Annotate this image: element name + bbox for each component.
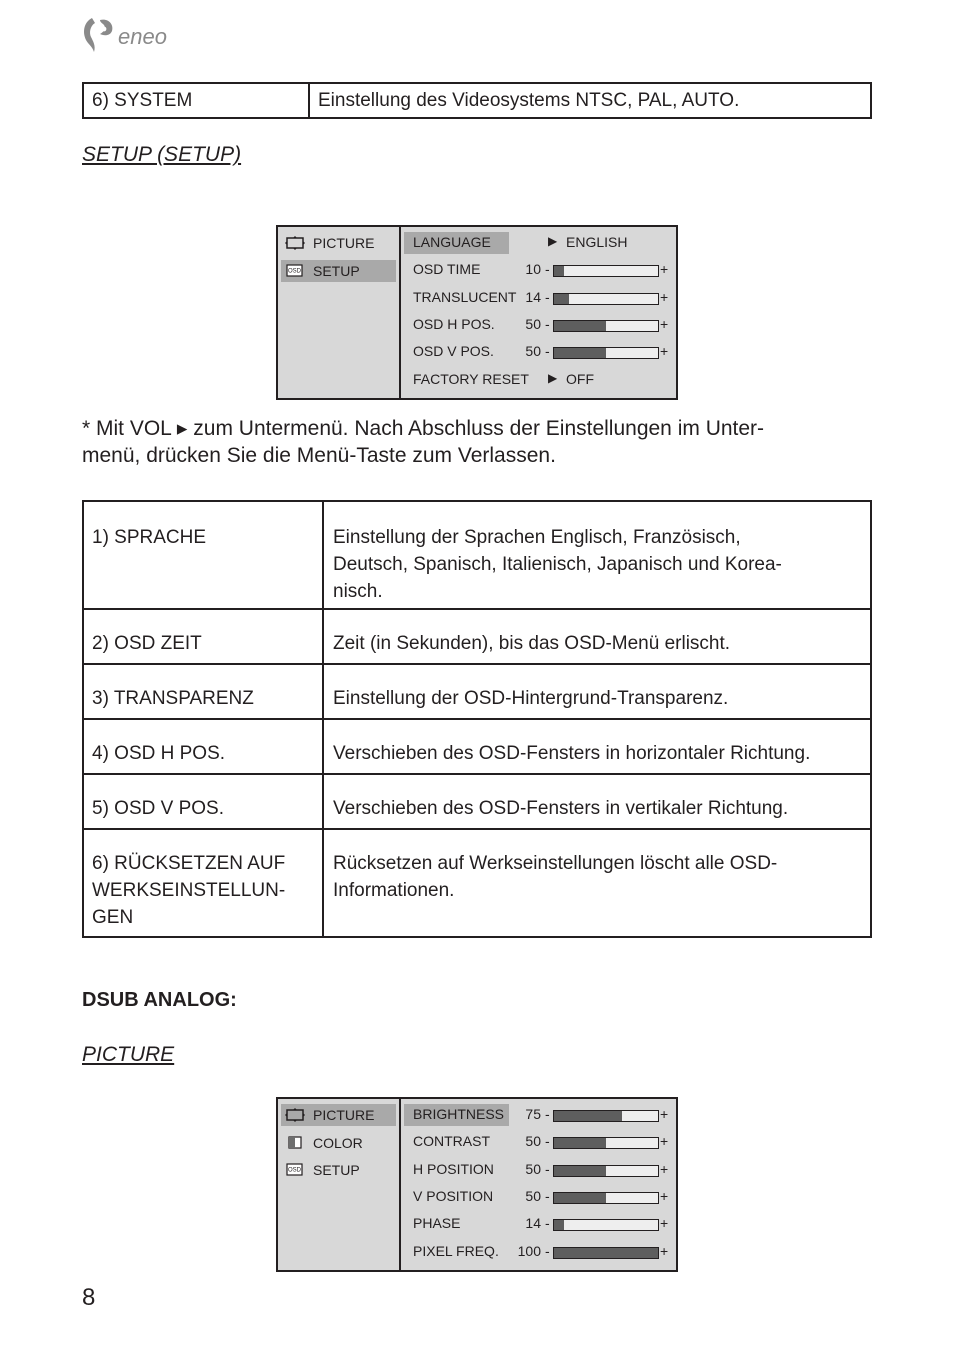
osd-nav-item-color[interactable] xyxy=(281,1132,396,1154)
osd-slider-fill xyxy=(554,1166,606,1176)
osd-row-phase[interactable] xyxy=(401,1212,676,1236)
setting-desc xyxy=(323,829,871,937)
osd-row-label: PHASE xyxy=(413,1215,461,1232)
setting-label xyxy=(83,774,323,829)
osd-slider[interactable] xyxy=(553,293,659,305)
osd-nav xyxy=(278,227,401,398)
setting-desc xyxy=(323,501,871,609)
osd-nav-label: SETUP xyxy=(313,262,360,279)
osd-nav-item-picture[interactable] xyxy=(281,232,396,254)
osd-items xyxy=(401,227,676,398)
osd-row-label: LANGUAGE xyxy=(413,234,491,250)
osd-row-value: 14 xyxy=(525,1215,541,1232)
plus-sign: + xyxy=(660,1242,669,1259)
osd-row-label: PIXEL FREQ. xyxy=(413,1242,499,1259)
minus-sign: - xyxy=(545,1242,550,1259)
setting-label xyxy=(83,829,323,937)
text-line: Verschieben des OSD-Fensters in horizontaler Richtung. xyxy=(333,743,811,764)
table-row xyxy=(83,501,871,609)
text-line: Einstellung der Sprachen Englisch, Französisch, xyxy=(333,527,741,548)
osd-row-contrast[interactable] xyxy=(401,1130,676,1154)
osd-row-label: V POSITION xyxy=(413,1187,494,1204)
setting-label xyxy=(83,664,323,719)
system-label: 6) SYSTEM xyxy=(83,83,309,118)
osd-slider-fill xyxy=(554,266,564,276)
text-line: 2) OSD ZEIT xyxy=(92,633,202,654)
setup-heading: SETUP (SETUP) xyxy=(82,143,242,166)
text-line: Rücksetzen auf Werkseinstellungen löscht alle OSD- xyxy=(333,853,778,874)
osd-row-label: CONTRAST xyxy=(413,1133,490,1150)
minus-sign: - xyxy=(545,1133,550,1150)
osd-slider[interactable] xyxy=(553,1165,659,1177)
text-line: 3) TRANSPARENZ xyxy=(92,688,254,709)
text-line: GEN xyxy=(92,907,134,928)
osd-row-value: 50 xyxy=(525,315,541,332)
system-desc: Einstellung des Videosystems NTSC, PAL, AUTO. xyxy=(309,83,871,118)
setup-table xyxy=(82,500,872,938)
osd-slider[interactable] xyxy=(553,1219,659,1231)
picture-icon xyxy=(285,236,305,250)
osd-row-option: OFF xyxy=(566,370,594,387)
note-text xyxy=(82,415,872,469)
osd-row-option: ENGLISH xyxy=(566,234,628,250)
osd-row-factory-reset[interactable] xyxy=(401,368,676,392)
osd-row-brightness[interactable] xyxy=(401,1103,676,1127)
osd-slider[interactable] xyxy=(553,347,659,359)
osd-nav-item-setup[interactable] xyxy=(281,260,396,282)
system-table xyxy=(82,82,872,119)
osd-setup-menu xyxy=(276,225,678,400)
osd-slider-fill xyxy=(554,1138,606,1148)
osd-slider[interactable] xyxy=(553,1192,659,1204)
svg-text:OSD: OSD xyxy=(287,1167,302,1174)
minus-sign: - xyxy=(545,1106,550,1122)
osd-slider[interactable] xyxy=(553,320,659,332)
osd-row-osd-v-pos[interactable] xyxy=(401,340,676,364)
osd-slider[interactable] xyxy=(553,1137,659,1149)
text-line: Informationen. xyxy=(333,880,455,901)
eneo-logo xyxy=(80,14,190,60)
osd-items xyxy=(401,1099,676,1270)
plus-sign: + xyxy=(660,1133,669,1150)
plus-sign: + xyxy=(660,1187,669,1204)
table-row xyxy=(83,774,871,829)
osd-icon xyxy=(285,1163,305,1177)
osd-slider-fill xyxy=(554,1111,622,1121)
osd-row-label: OSD H POS. xyxy=(413,315,495,332)
text-line: 1) SPRACHE xyxy=(92,527,207,548)
osd-slider-fill xyxy=(554,321,606,331)
setting-desc xyxy=(323,774,871,829)
plus-sign: + xyxy=(660,343,669,360)
minus-sign: - xyxy=(545,343,550,360)
osd-slider[interactable] xyxy=(553,1110,659,1122)
osd-nav-label: SETUP xyxy=(313,1162,360,1178)
right-arrow-icon: ▶ xyxy=(548,234,558,248)
plus-sign: + xyxy=(660,288,669,305)
osd-slider-fill xyxy=(554,1193,606,1203)
osd-row-label: OSD TIME xyxy=(413,261,481,278)
osd-row-label: TRANSLUCENT xyxy=(413,288,517,305)
osd-nav-label: PICTURE xyxy=(313,235,375,251)
osd-nav-item-picture[interactable] xyxy=(281,1104,396,1126)
osd-row-value: 50 xyxy=(525,1187,541,1204)
osd-row-v-position[interactable] xyxy=(401,1185,676,1209)
osd-row-h-position[interactable] xyxy=(401,1158,676,1182)
text-line: 6) RÜCKSETZEN AUF xyxy=(92,853,286,874)
text-line: 5) OSD V POS. xyxy=(92,798,224,819)
osd-slider-fill xyxy=(554,348,606,358)
text-line: 4) OSD H POS. xyxy=(92,743,226,764)
minus-sign: - xyxy=(545,261,550,278)
osd-row-value: 10 xyxy=(525,261,541,278)
setting-label xyxy=(83,719,323,774)
text-line: Zeit (in Sekunden), bis das OSD-Menü erlischt. xyxy=(333,633,731,654)
text-line: Verschieben des OSD-Fensters in vertikaler Richtung. xyxy=(333,798,789,819)
osd-row-value: 100 xyxy=(517,1242,541,1259)
minus-sign: - xyxy=(545,288,550,305)
osd-slider[interactable] xyxy=(553,1247,659,1259)
osd-row-osd-time[interactable] xyxy=(401,258,676,282)
dsub-heading: DSUB ANALOG: xyxy=(82,989,237,1011)
page-number: 8 xyxy=(82,1284,96,1311)
plus-sign: + xyxy=(660,1106,669,1122)
osd-row-translucent[interactable] xyxy=(401,286,676,310)
minus-sign: - xyxy=(545,1160,550,1177)
note-line-1: * Mit VOL ▸ zum Untermenü. Nach Abschluss der Einstellungen im Unter- xyxy=(82,417,765,440)
osd-nav-label: PICTURE xyxy=(313,1107,375,1123)
text-line: WERKSEINSTELLUN- xyxy=(92,880,286,901)
setting-label xyxy=(83,501,323,609)
plus-sign: + xyxy=(660,1160,669,1177)
table-row xyxy=(83,719,871,774)
osd-row-label: H POSITION xyxy=(413,1160,494,1177)
table-row xyxy=(83,829,871,937)
osd-row-value: 50 xyxy=(525,1160,541,1177)
text-line: Einstellung der OSD-Hintergrund-Transparenz. xyxy=(333,688,729,709)
osd-slider-fill xyxy=(554,1220,564,1230)
minus-sign: - xyxy=(545,1187,550,1204)
osd-row-language[interactable] xyxy=(401,231,676,255)
table-row xyxy=(83,609,871,664)
osd-picture-menu xyxy=(276,1097,678,1272)
brand-wordmark: eneo xyxy=(118,24,167,49)
osd-row-value: 14 xyxy=(525,288,541,305)
note-line-2: menü, drücken Sie die Menü-Taste zum Verlassen. xyxy=(82,444,556,467)
setting-desc xyxy=(323,609,871,664)
plus-sign: + xyxy=(660,1215,669,1232)
osd-slider-fill xyxy=(554,1248,658,1258)
osd-row-value: 50 xyxy=(525,343,541,360)
osd-row-osd-h-pos[interactable] xyxy=(401,313,676,337)
osd-row-value: 75 xyxy=(525,1106,541,1122)
osd-row-label: BRIGHTNESS xyxy=(413,1106,505,1122)
minus-sign: - xyxy=(545,315,550,332)
osd-nav xyxy=(278,1099,401,1270)
osd-icon xyxy=(285,264,305,278)
plus-sign: + xyxy=(660,261,669,278)
text-line: nisch. xyxy=(333,581,383,602)
setting-desc xyxy=(323,664,871,719)
setting-desc xyxy=(323,719,871,774)
text-line: Deutsch, Spanisch, Italienisch, Japanisch und Korea- xyxy=(333,554,782,575)
table-row xyxy=(83,664,871,719)
osd-row-pixel-freq[interactable] xyxy=(401,1240,676,1264)
osd-slider-fill xyxy=(554,294,569,304)
right-arrow-icon: ▶ xyxy=(548,370,558,385)
osd-nav-label: COLOR xyxy=(313,1134,363,1151)
picture-icon xyxy=(285,1108,305,1122)
color-icon xyxy=(285,1136,305,1150)
setting-label xyxy=(83,609,323,664)
osd-slider[interactable] xyxy=(553,265,659,277)
minus-sign: - xyxy=(545,1215,550,1232)
osd-row-value: 50 xyxy=(525,1133,541,1150)
osd-row-label: FACTORY RESET xyxy=(413,370,529,387)
plus-sign: + xyxy=(660,315,669,332)
svg-text:OSD: OSD xyxy=(287,268,302,274)
picture-heading: PICTURE xyxy=(82,1043,175,1066)
osd-nav-item-setup[interactable] xyxy=(281,1159,396,1181)
osd-row-label: OSD V POS. xyxy=(413,343,494,360)
